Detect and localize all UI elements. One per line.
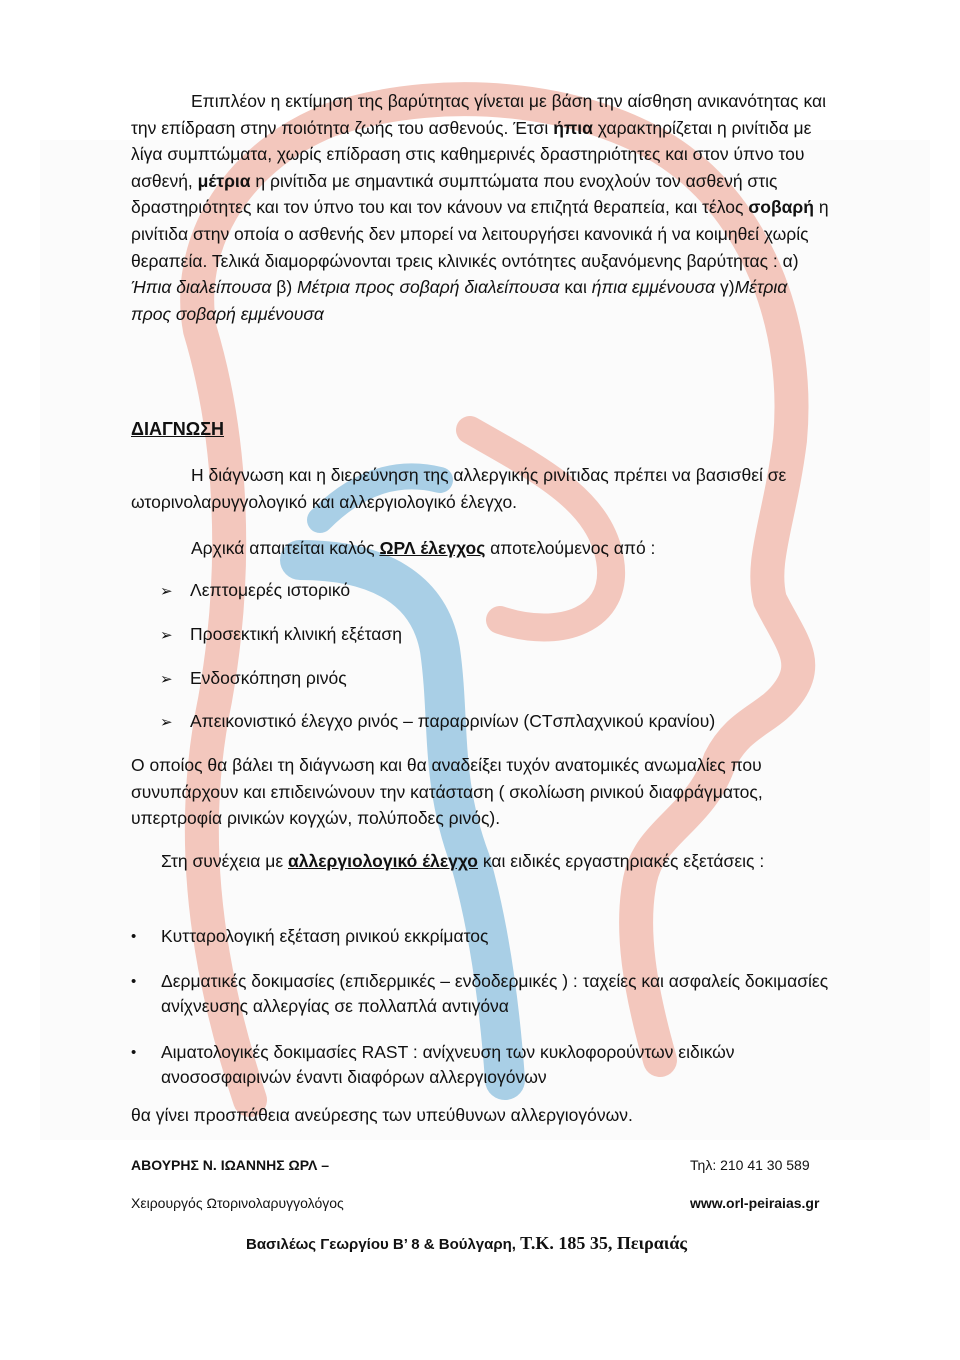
text-run: Η διάγνωση και η διερεύνηση της αλλεργικής ρινίτιδας πρέπει να βασισθεί σε ωτορινολαρυγγολογικό και αλλεργιολογικό έλεγχο. xyxy=(131,465,787,512)
text-run: χαρακτηρίζεται η ρινίτιδα με λίγα συμπτώματα, χωρίς επίδραση στις καθημερινές δραστηριότητες και στον ύπνο του ασθενή, xyxy=(131,117,812,191)
section-heading-diagnosis: ΔΙΑΓΝΩΣΗ xyxy=(131,419,224,439)
bold-allergy-test: αλλεργιολογικό έλεγχο xyxy=(288,851,478,871)
bullet-dot-icon: • xyxy=(131,973,137,990)
bold-moderate: μέτρια xyxy=(197,170,251,191)
footer-address: Βασιλέως Γεωργίου Β’ 8 & Βούλγαρη, Τ.Κ. 185 35, Πειραιάς xyxy=(246,1233,687,1253)
bold-ent-exam: ΩΡΛ έλεγχος xyxy=(379,538,486,558)
text-run: και xyxy=(559,277,592,298)
text-run: Επιπλέον η εκτίμηση της βαρύτητας γίνεται με βάση την αίσθηση ανικανότητας και την επίδραση στην ποιότητα ζωής του ασθενούς. Έτσι xyxy=(131,91,827,138)
footer-doctor-name: ΑΒΟΥΡΗΣ Ν. ΙΩΑΝΝΗΣ ΩΡΛ – xyxy=(131,1157,330,1173)
arrow-bullet-icon: ➢ xyxy=(160,627,173,644)
text-run: β) xyxy=(271,277,298,298)
list-item: ➢ Απεικονιστικό έλεγχο ρινός – παραρρινίων (CTσπλαχνικού κρανίου) xyxy=(160,709,715,735)
bullet-dot-icon: • xyxy=(131,928,137,945)
text-run: αποτελούμενος από : xyxy=(485,538,656,558)
text-run: η ρινίτιδα στην οποία ο ασθενής δεν μπορεί να λειτουργήσει κανονικά ή να κοιμηθεί χωρίς θεραπεία. Τελικά διαμορφώνονται τρεις κλινικές οντότητες αυξανόμενης βαρύτητας : α) xyxy=(131,197,829,271)
text-run: γ) xyxy=(715,277,735,298)
footer-phone: Τηλ: 210 41 30 589 xyxy=(690,1157,810,1173)
arrow-bullet-icon: ➢ xyxy=(160,671,173,688)
arrow-bullet-icon: ➢ xyxy=(160,583,173,600)
list-item: • Δερματικές δοκιμασίες (επιδερμικές – ενδοδερμικές ) : ταχείες και ασφαλείς δοκιμασίες ανίχνευσης αλλεργίας σε πολλαπλά αντιγόνα xyxy=(131,971,829,1016)
footer-website-link[interactable]: www.orl-peiraias.gr xyxy=(690,1195,820,1211)
arrow-bullet-icon: ➢ xyxy=(160,714,173,731)
text-run: και ειδικές εργαστηριακές εξετάσεις : xyxy=(478,851,765,871)
closing-sentence: θα γίνει προσπάθεια ανεύρεσης των υπεύθυνων αλλεργιογόνων. xyxy=(131,1105,633,1125)
italic-moderate-persistent: Μέτρια προς σοβαρή εμμένουσα xyxy=(131,277,788,324)
list-item: • Κυτταρολογική εξέταση ρινικού εκκρίματος xyxy=(131,924,851,949)
text-run: η ρινίτιδα με σημαντικά συμπτώματα που ενοχλούν τον ασθενή στις δραστηριότητες και τον ύπνο του και τον κάνουν να επιζητά θεραπεία, και τέλος xyxy=(131,170,778,218)
italic-mild-intermittent: Ήπια διαλείπουσα xyxy=(131,277,272,298)
ent-exam-intro xyxy=(191,535,655,561)
diagnosis-paragraph xyxy=(131,462,831,515)
list-item: ➢ Λεπτομερές ιστορικό xyxy=(160,578,350,604)
list-item: ➢ Ενδοσκόπηση ρινός xyxy=(160,666,347,692)
footer-doctor-title: Χειρουργός Ωτορινολαρυγγολόγος xyxy=(131,1195,344,1211)
list-item: • Αιματολογικές δοκιμασίες RAST : ανίχνευση των κυκλοφορούντων ειδικών ανοσοσφαιρινών έναντι διαφόρων αλλεργιογόνων xyxy=(131,1042,735,1087)
text-run: Αρχικά απαιτείται καλός xyxy=(191,538,380,558)
exam-findings-paragraph: Ο οποίος θα βάλει τη διάγνωση και θα αναδείξει τυχόν ανατομικές ανωμαλίες που συνυπάρχουν και επιδεινώνουν την κατάσταση ( σκολίωση ρινικού διαφράγματος, υπερτροφία ρινικών κογχών, πολύποδες ρινός). xyxy=(131,755,763,829)
bold-severe: σοβαρή xyxy=(748,197,814,218)
bold-mild: ήπια xyxy=(553,117,593,138)
text-run: Στη συνέχεια με xyxy=(161,851,289,871)
list-item: ➢ Προσεκτική κλινική εξέταση xyxy=(160,622,402,648)
italic-moderate-intermittent: Μέτρια προς σοβαρή διαλείπουσα xyxy=(297,277,560,298)
allergy-test-intro xyxy=(131,848,831,875)
italic-mild-persistent: ήπια εμμένουσα xyxy=(591,277,716,298)
severity-paragraph xyxy=(131,88,831,327)
bullet-dot-icon: • xyxy=(131,1044,137,1061)
